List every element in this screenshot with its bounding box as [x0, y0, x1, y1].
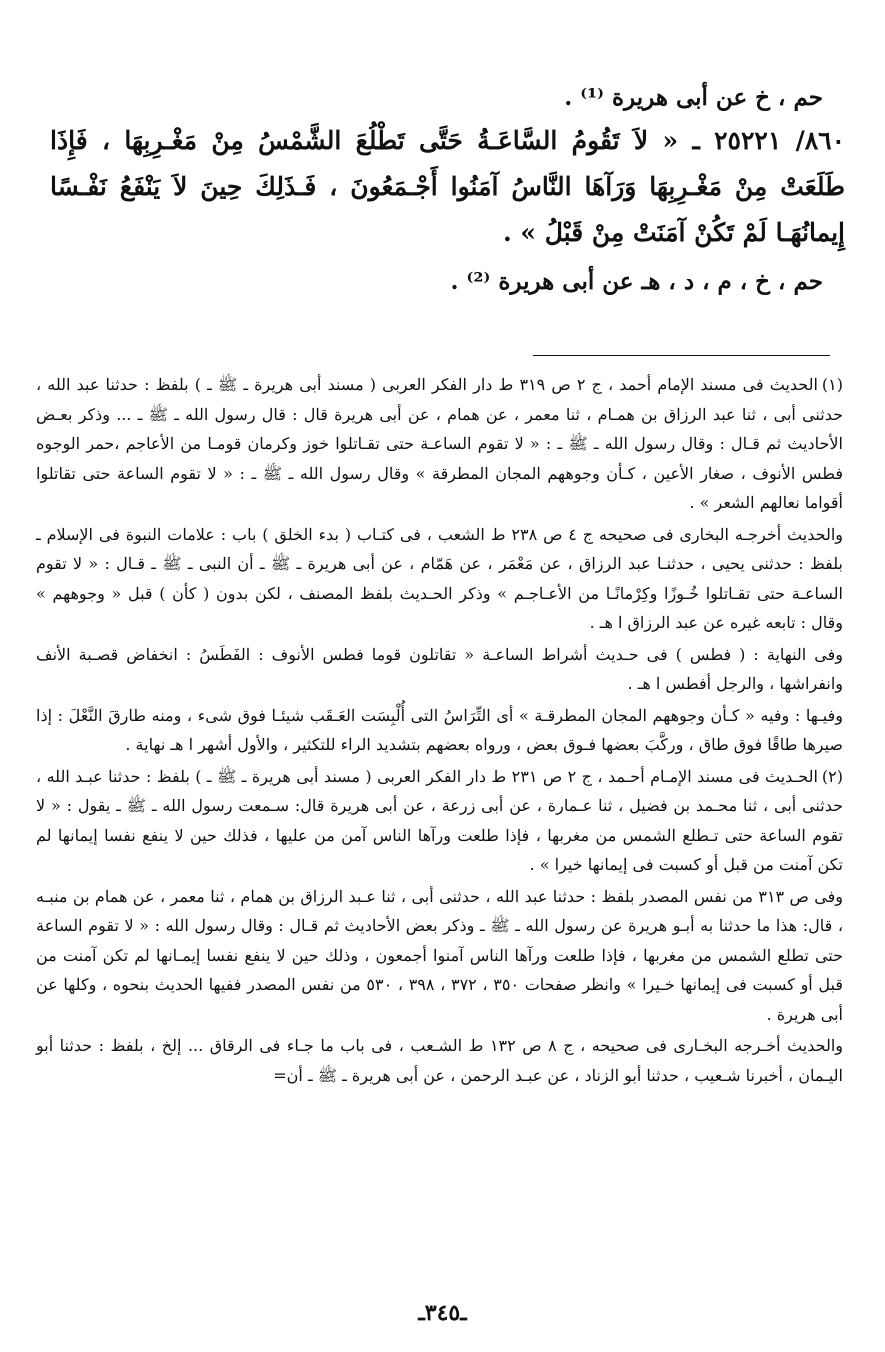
footnote-separator — [533, 355, 830, 356]
footnote-number: (١) — [821, 375, 844, 394]
page-number: ـ٣٤٥ـ — [418, 1300, 467, 1326]
footnote-paragraph: (٢)الحـديث فى مسند الإمـام أحـمد ، ج ٢ ص ٢٣١ ط دار الفكر العربى ( مسند أبى هريرة ـ ﷺ ـ ) بلفظ : حدثنا عبـد الله ، حدثنى أبى ، ثنا محـمد بن فضيل ، ثنا عـمارة ، عن أبى زرعة ، عن أبى هريرة قال: سـمعت رسول الله ـ ﷺ ـ يقول : « لا تقوم الساعة حتى تـطلع الشمس من مغربها ، فإذا طلعت ورآها الناس آمن من عليها ، فذلك حين لا ينفع نفسا إيمانها لم تكن آمنت من قبل أو كسبت فى إيمانها خيرا » . — [36, 762, 843, 880]
attribution-line-2: حم ، خ ، م ، د ، هـ عن أبى هريرة ⁽²⁾ . — [450, 268, 823, 295]
main-text — [50, 78, 845, 302]
hadith-text: ٨٦٠/ ٢٥٢٢١ ـ « لاَ تَقُومُ السَّاعَـةُ حَتَّى تَطْلُعَ الشَّمْسُ مِنْ مَغْـرِبِهَا ، فَإِذَا طَلَعَتْ مِنْ مَغْـرِبِهَا وَرَآهَا النَّاسُ آمَنُوا أَجْـمَعُونَ ، فَـذَلِكَ حِينَ لاَ يَنْفَعُ نَفْـسًا إِيمانُهَـا لَمْ تَكُنْ آمَنَتْ مِنْ قَبْلُ » . — [50, 126, 846, 247]
footnote-number: (٢) — [821, 766, 844, 786]
footnote-paragraph: والحديث أخرجـه البخارى فى صحيحه ج ٤ ص ٢٣٨ ط الشعب ، فى كتـاب ( بدء الخلق ) باب : علامات النبوة فى الإسلام ـ بلفظ : حدثنى يحيى ، حدثنـا عبد الرزاق ، عن مَعْمَر ، عن هَمّام ، عن أبى هريرة ـ ﷺ ـ أن النبى ـ ﷺ ـ قـال : « لا تقوم الساعـة حتى تقـاتلوا خُـوزًا وكِرْمانًـا من الأعـاجـم » وذكر الحـديث بلفظ المصنف ، لكن بدون ( كأن ) قبل « وجوههم » وقال : تابعه غيره عن عبد الرزاق ا هـ . — [36, 524, 843, 632]
footnote-paragraph: (١)الحديث فى مسند الإمام أحمد ، ج ٢ ص ٣١٩ ط دار الفكر العربى ( مسند أبى هريرة ـ ﷺ ـ ) بلفظ : حدثنا عبد الله ، حدثنى أبى ، ثنا عبد الرزاق بن همـام ، ثنا معمر ، عن همام ، عن أبى هريرة قال : قال رسول الله ـ ﷺ ـ ... وذكر بعـض الأحاديث ثم قـال : وقال رسول الله ـ ﷺ ـ : « لا تقوم الساعـة حتى تقـاتلوا خوز وكرمان قومـا من الأعاجم ،حمر الوجوه فطس الأنوف ، صغار الأعين ، كـأن وجوههم المجان المطرقة » وقال رسول الله ـ ﷺ ـ : « لا تقوم الساعة حتى تقاتلوا أقواما نعالهم الشعر » . — [36, 370, 843, 518]
footnote-paragraph: وفى ص ٣١٣ من نفس المصدر بلفظ : حدثنا عبد الله ، حدثنى أبى ، ثنا عـبد الرزاق بن همام ، ثنا معمر ، عن همام بن منبـه ، قال: هذا ما حدثنا به أبـو هريرة عن رسول الله ـ ﷺ ـ وذكر بعض الأحاديث ثم قـال : وقال رسول الله : « لا تقوم الساعة حتى تطلع الشمس من مغربها ، فإذا طلعت ورآها الناس آمنوا أجمعون ، وذلك حين لا ينفع نفسا إيمـانها لم تكن آمنت من قبل أو كسبت فى إيمانها خـيرا » وانظر صفحات ٣٥٠ ، ٣٧٢ ، ٣٩٨ ، ٥٣٠ من نفس المصدر ففيها الحديث بنحوه ، وكلها عن أبى هريرة . — [36, 886, 844, 1024]
footnotes — [36, 370, 843, 1092]
footnote-paragraph: وفيـها : وفيه « كـأن وجوههم المجان المطرقـة » أى التِّرَاسُ التى أُلْبِسَت العَـقَب شيئـا فوق شىء ، ومنه طارقَ النَّعْلَ : إذا صيرها طاقًا فوق طاق ، وركَّبَ بعضها فـوق بعض ، ورواه بعضهم بتشديد الراء للتكثير ، والأول أشهر ا هـ نهاية . — [36, 705, 843, 754]
footnote-paragraph: وفى النهاية : ( فطس ) فى حـديث أشراط الساعـة « تقاتلون قوما فطس الأنوف : الفَطَسُ : انخفاض قصـبة الأنف وانفراشها ، والرجل أفطس ا هـ . — [36, 644, 843, 693]
attribution-line-1: حم ، خ عن أبى هريرة ⁽¹⁾ . — [564, 84, 823, 111]
footnote-paragraph: والحديث أخـرجه البخـارى فى صحيحه ، ج ٨ ص ١٣٢ ط الشـعب ، فى باب ما جـاء فى الرقاق ... إلخ ، بلفظ : حدثنا أبو اليـمان ، أخبرنا شـعيب ، حدثنا أبو الزناد ، عن عبـد الرحمن ، عن أبى هريرة ـ ﷺ ـ أن= — [36, 1036, 844, 1085]
